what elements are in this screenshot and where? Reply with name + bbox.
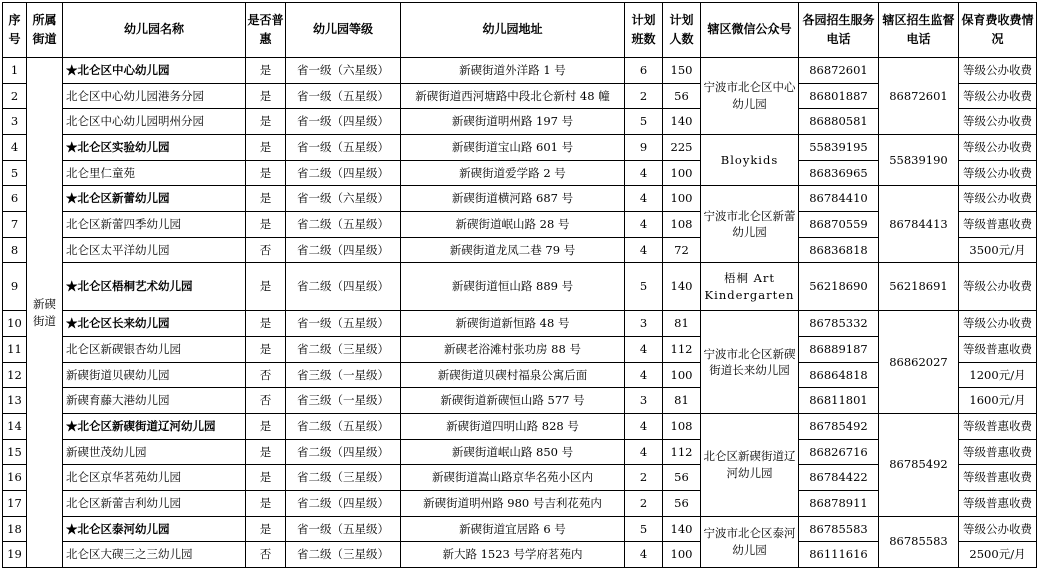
grade-cell: 省二级（五星级）: [286, 211, 401, 237]
address-cell: 新大路 1523 号学府茗苑内: [401, 542, 625, 568]
inclusive-flag: 是: [246, 311, 286, 337]
planned-classes: 4: [625, 186, 663, 212]
header-wechat: 辖区微信公众号: [701, 3, 799, 58]
fee-cell: 等级普惠收费: [959, 211, 1037, 237]
grade-cell: 省二级（四星级）: [286, 263, 401, 311]
fee-cell: 等级普惠收费: [959, 413, 1037, 439]
service-phone: 86836818: [799, 237, 879, 263]
planned-people: 100: [663, 542, 701, 568]
address-cell: 新碶街道横河路 687 号: [401, 186, 625, 212]
row-seq: 9: [3, 263, 27, 311]
inclusive-flag: 是: [246, 83, 286, 109]
fee-cell: 等级普惠收费: [959, 337, 1037, 363]
service-phone: 86870559: [799, 211, 879, 237]
row-seq: 18: [3, 516, 27, 542]
grade-cell: 省二级（三星级）: [286, 337, 401, 363]
inclusive-flag: 是: [246, 516, 286, 542]
inclusive-flag: 否: [246, 362, 286, 388]
inclusive-flag: 是: [246, 337, 286, 363]
grade-cell: 省三级（一星级）: [286, 388, 401, 414]
service-phone: 55839195: [799, 134, 879, 160]
planned-people: 100: [663, 362, 701, 388]
fee-cell: 等级普惠收费: [959, 439, 1037, 465]
fee-cell: 2500元/月: [959, 542, 1037, 568]
grade-cell: 省二级（三星级）: [286, 542, 401, 568]
service-phone: 86836965: [799, 160, 879, 186]
kindergarten-enrollment-table: [2, 2, 1037, 568]
address-cell: 新碶街道新恒路 48 号: [401, 311, 625, 337]
grade-cell: 省一级（五星级）: [286, 134, 401, 160]
address-cell: 新碶街道爱学路 2 号: [401, 160, 625, 186]
fee-cell: 等级公办收费: [959, 83, 1037, 109]
planned-classes: 2: [625, 490, 663, 516]
planned-people: 140: [663, 263, 701, 311]
planned-people: 100: [663, 186, 701, 212]
row-seq: 2: [3, 83, 27, 109]
header-phone: 各园招生服务电话: [799, 3, 879, 58]
service-phone: 86880581: [799, 109, 879, 135]
table-row: [3, 413, 1037, 439]
planned-people: 81: [663, 311, 701, 337]
row-seq: 13: [3, 388, 27, 414]
table-row: [3, 134, 1037, 160]
service-phone: 86801887: [799, 83, 879, 109]
fee-cell: 等级公办收费: [959, 134, 1037, 160]
planned-people: 112: [663, 337, 701, 363]
grade-cell: 省一级（六星级）: [286, 186, 401, 212]
supervise-phone: 55839190: [879, 134, 959, 185]
kindergarten-name: 北仑区新碶银杏幼儿园: [63, 337, 246, 363]
wechat-account: 宁波市北仑区中心幼儿园: [701, 58, 799, 135]
row-seq: 14: [3, 413, 27, 439]
wechat-account: Bloykids: [701, 134, 799, 185]
header-supervise: 辖区招生监督电话: [879, 3, 959, 58]
header-address: 幼儿园地址: [401, 3, 625, 58]
inclusive-flag: 否: [246, 237, 286, 263]
kindergarten-name: 北仑区大碶三之三幼儿园: [63, 542, 246, 568]
inclusive-flag: 否: [246, 388, 286, 414]
table-row: [3, 263, 1037, 311]
address-cell: 新碶街道外洋路 1 号: [401, 58, 625, 84]
grade-cell: 省二级（四星级）: [286, 490, 401, 516]
header-inclusive: 是否普惠: [246, 3, 286, 58]
kindergarten-name: 北仑区新蕾吉利幼儿园: [63, 490, 246, 516]
service-phone: 86785583: [799, 516, 879, 542]
row-seq: 17: [3, 490, 27, 516]
inclusive-flag: 是: [246, 439, 286, 465]
fee-cell: 等级公办收费: [959, 58, 1037, 84]
address-cell: 新碶街道嵩山路京华名苑小区内: [401, 465, 625, 491]
supervise-phone: 86862027: [879, 311, 959, 414]
inclusive-flag: 是: [246, 211, 286, 237]
table-row: [3, 516, 1037, 542]
planned-classes: 3: [625, 388, 663, 414]
planned-classes: 5: [625, 109, 663, 135]
supervise-phone: 56218691: [879, 263, 959, 311]
fee-cell: 等级公办收费: [959, 311, 1037, 337]
planned-classes: 4: [625, 439, 663, 465]
planned-classes: 2: [625, 465, 663, 491]
row-seq: 12: [3, 362, 27, 388]
address-cell: 新碶街道四明山路 828 号: [401, 413, 625, 439]
kindergarten-name: 北仑区新蕾四季幼儿园: [63, 211, 246, 237]
address-cell: 新碶街道龙凤二巷 79 号: [401, 237, 625, 263]
row-seq: 3: [3, 109, 27, 135]
table-row: [3, 58, 1037, 84]
inclusive-flag: 是: [246, 109, 286, 135]
supervise-phone: 86784413: [879, 186, 959, 263]
service-phone: 86111616: [799, 542, 879, 568]
kindergarten-name: ★北仑区长来幼儿园: [63, 311, 246, 337]
grade-cell: 省三级（一星级）: [286, 362, 401, 388]
address-cell: 新碶街道明州路 197 号: [401, 109, 625, 135]
fee-cell: 等级公办收费: [959, 516, 1037, 542]
inclusive-flag: 是: [246, 465, 286, 491]
planned-people: 81: [663, 388, 701, 414]
planned-classes: 5: [625, 263, 663, 311]
planned-classes: 3: [625, 311, 663, 337]
grade-cell: 省二级（四星级）: [286, 237, 401, 263]
header-street: 所属街道: [27, 3, 63, 58]
wechat-account: 宁波市北仑区泰河幼儿园: [701, 516, 799, 567]
service-phone: 86784422: [799, 465, 879, 491]
kindergarten-name: 新碶世茂幼儿园: [63, 439, 246, 465]
inclusive-flag: 是: [246, 160, 286, 186]
planned-classes: 2: [625, 83, 663, 109]
header-classes: 计划班数: [625, 3, 663, 58]
service-phone: 86784410: [799, 186, 879, 212]
fee-cell: 等级公办收费: [959, 109, 1037, 135]
kindergarten-name: ★北仑区新碶街道辽河幼儿园: [63, 413, 246, 439]
address-cell: 新碶街道西河塘路中段北仑新村 48 幢: [401, 83, 625, 109]
grade-cell: 省一级（六星级）: [286, 58, 401, 84]
fee-cell: 3500元/月: [959, 237, 1037, 263]
service-phone: 86785332: [799, 311, 879, 337]
kindergarten-name: 北仑区中心幼儿园明州分园: [63, 109, 246, 135]
supervise-phone: 86872601: [879, 58, 959, 135]
header-seq: 序号: [3, 3, 27, 58]
service-phone: 86826716: [799, 439, 879, 465]
planned-people: 150: [663, 58, 701, 84]
kindergarten-name: 北仑里仁童苑: [63, 160, 246, 186]
kindergarten-name: ★北仑区梧桐艺术幼儿园: [63, 263, 246, 311]
kindergarten-name: 新碶育藤大港幼儿园: [63, 388, 246, 414]
supervise-phone: 86785492: [879, 413, 959, 516]
address-cell: 新碶街道新碶恒山路 577 号: [401, 388, 625, 414]
supervise-phone: 86785583: [879, 516, 959, 567]
wechat-account: 北仑区新碶街道辽河幼儿园: [701, 413, 799, 516]
service-phone: 86878911: [799, 490, 879, 516]
planned-classes: 4: [625, 542, 663, 568]
service-phone: 86811801: [799, 388, 879, 414]
table-row: [3, 311, 1037, 337]
planned-people: 225: [663, 134, 701, 160]
row-seq: 16: [3, 465, 27, 491]
address-cell: 新碶街道恒山路 889 号: [401, 263, 625, 311]
wechat-account: 梧桐 Art Kindergarten: [701, 263, 799, 311]
inclusive-flag: 是: [246, 413, 286, 439]
row-seq: 10: [3, 311, 27, 337]
table-row: [3, 186, 1037, 212]
planned-classes: 9: [625, 134, 663, 160]
fee-cell: 等级公办收费: [959, 186, 1037, 212]
row-seq: 4: [3, 134, 27, 160]
address-cell: 新碶街道宝山路 601 号: [401, 134, 625, 160]
row-seq: 8: [3, 237, 27, 263]
street-cell: 新碶街道: [27, 58, 63, 568]
fee-cell: 1200元/月: [959, 362, 1037, 388]
kindergarten-name: ★北仑区新蕾幼儿园: [63, 186, 246, 212]
planned-classes: 4: [625, 337, 663, 363]
grade-cell: 省二级（四星级）: [286, 439, 401, 465]
address-cell: 新碶街道明州路 980 号吉利花苑内: [401, 490, 625, 516]
planned-classes: 6: [625, 58, 663, 84]
grade-cell: 省一级（五星级）: [286, 83, 401, 109]
header-people: 计划人数: [663, 3, 701, 58]
planned-classes: 4: [625, 160, 663, 186]
wechat-account: 宁波市北仑区新碶街道长来幼儿园: [701, 311, 799, 414]
address-cell: 新碶老浴滩村张功房 88 号: [401, 337, 625, 363]
header-name: 幼儿园名称: [63, 3, 246, 58]
service-phone: 86872601: [799, 58, 879, 84]
row-seq: 11: [3, 337, 27, 363]
fee-cell: 等级公办收费: [959, 263, 1037, 311]
inclusive-flag: 是: [246, 490, 286, 516]
planned-classes: 4: [625, 211, 663, 237]
kindergarten-name: ★北仑区实验幼儿园: [63, 134, 246, 160]
planned-classes: 4: [625, 362, 663, 388]
planned-people: 72: [663, 237, 701, 263]
kindergarten-name: ★北仑区泰河幼儿园: [63, 516, 246, 542]
service-phone: 86889187: [799, 337, 879, 363]
planned-people: 100: [663, 160, 701, 186]
fee-cell: 等级公办收费: [959, 160, 1037, 186]
inclusive-flag: 是: [246, 186, 286, 212]
address-cell: 新碶街道岷山路 850 号: [401, 439, 625, 465]
planned-classes: 4: [625, 237, 663, 263]
row-seq: 15: [3, 439, 27, 465]
inclusive-flag: 是: [246, 263, 286, 311]
header-grade: 幼儿园等级: [286, 3, 401, 58]
service-phone: 86785492: [799, 413, 879, 439]
inclusive-flag: 否: [246, 542, 286, 568]
inclusive-flag: 是: [246, 58, 286, 84]
planned-people: 108: [663, 211, 701, 237]
kindergarten-name: 北仑区太平洋幼儿园: [63, 237, 246, 263]
kindergarten-name: 北仑区京华茗苑幼儿园: [63, 465, 246, 491]
planned-people: 140: [663, 109, 701, 135]
planned-classes: 4: [625, 413, 663, 439]
grade-cell: 省一级（四星级）: [286, 109, 401, 135]
service-phone: 86864818: [799, 362, 879, 388]
grade-cell: 省一级（五星级）: [286, 311, 401, 337]
planned-people: 112: [663, 439, 701, 465]
kindergarten-name: ★北仑区中心幼儿园: [63, 58, 246, 84]
grade-cell: 省一级（五星级）: [286, 516, 401, 542]
fee-cell: 1600元/月: [959, 388, 1037, 414]
service-phone: 56218690: [799, 263, 879, 311]
planned-people: 56: [663, 465, 701, 491]
row-seq: 1: [3, 58, 27, 84]
kindergarten-name: 新碶街道贝碶幼儿园: [63, 362, 246, 388]
header-row: [3, 3, 1037, 58]
grade-cell: 省二级（五星级）: [286, 413, 401, 439]
planned-people: 56: [663, 83, 701, 109]
address-cell: 新碶街道宜居路 6 号: [401, 516, 625, 542]
row-seq: 19: [3, 542, 27, 568]
inclusive-flag: 是: [246, 134, 286, 160]
address-cell: 新碶街道岷山路 28 号: [401, 211, 625, 237]
row-seq: 5: [3, 160, 27, 186]
planned-people: 56: [663, 490, 701, 516]
fee-cell: 等级普惠收费: [959, 465, 1037, 491]
row-seq: 6: [3, 186, 27, 212]
wechat-account: 宁波市北仑区新蕾幼儿园: [701, 186, 799, 263]
planned-people: 140: [663, 516, 701, 542]
grade-cell: 省二级（四星级）: [286, 160, 401, 186]
planned-people: 108: [663, 413, 701, 439]
grade-cell: 省二级（三星级）: [286, 465, 401, 491]
planned-classes: 5: [625, 516, 663, 542]
kindergarten-name: 北仑区中心幼儿园港务分园: [63, 83, 246, 109]
header-fee: 保育费收费情况: [959, 3, 1037, 58]
address-cell: 新碶街道贝碶村福泉公寓后面: [401, 362, 625, 388]
row-seq: 7: [3, 211, 27, 237]
table-body: [3, 58, 1037, 568]
fee-cell: 等级普惠收费: [959, 490, 1037, 516]
